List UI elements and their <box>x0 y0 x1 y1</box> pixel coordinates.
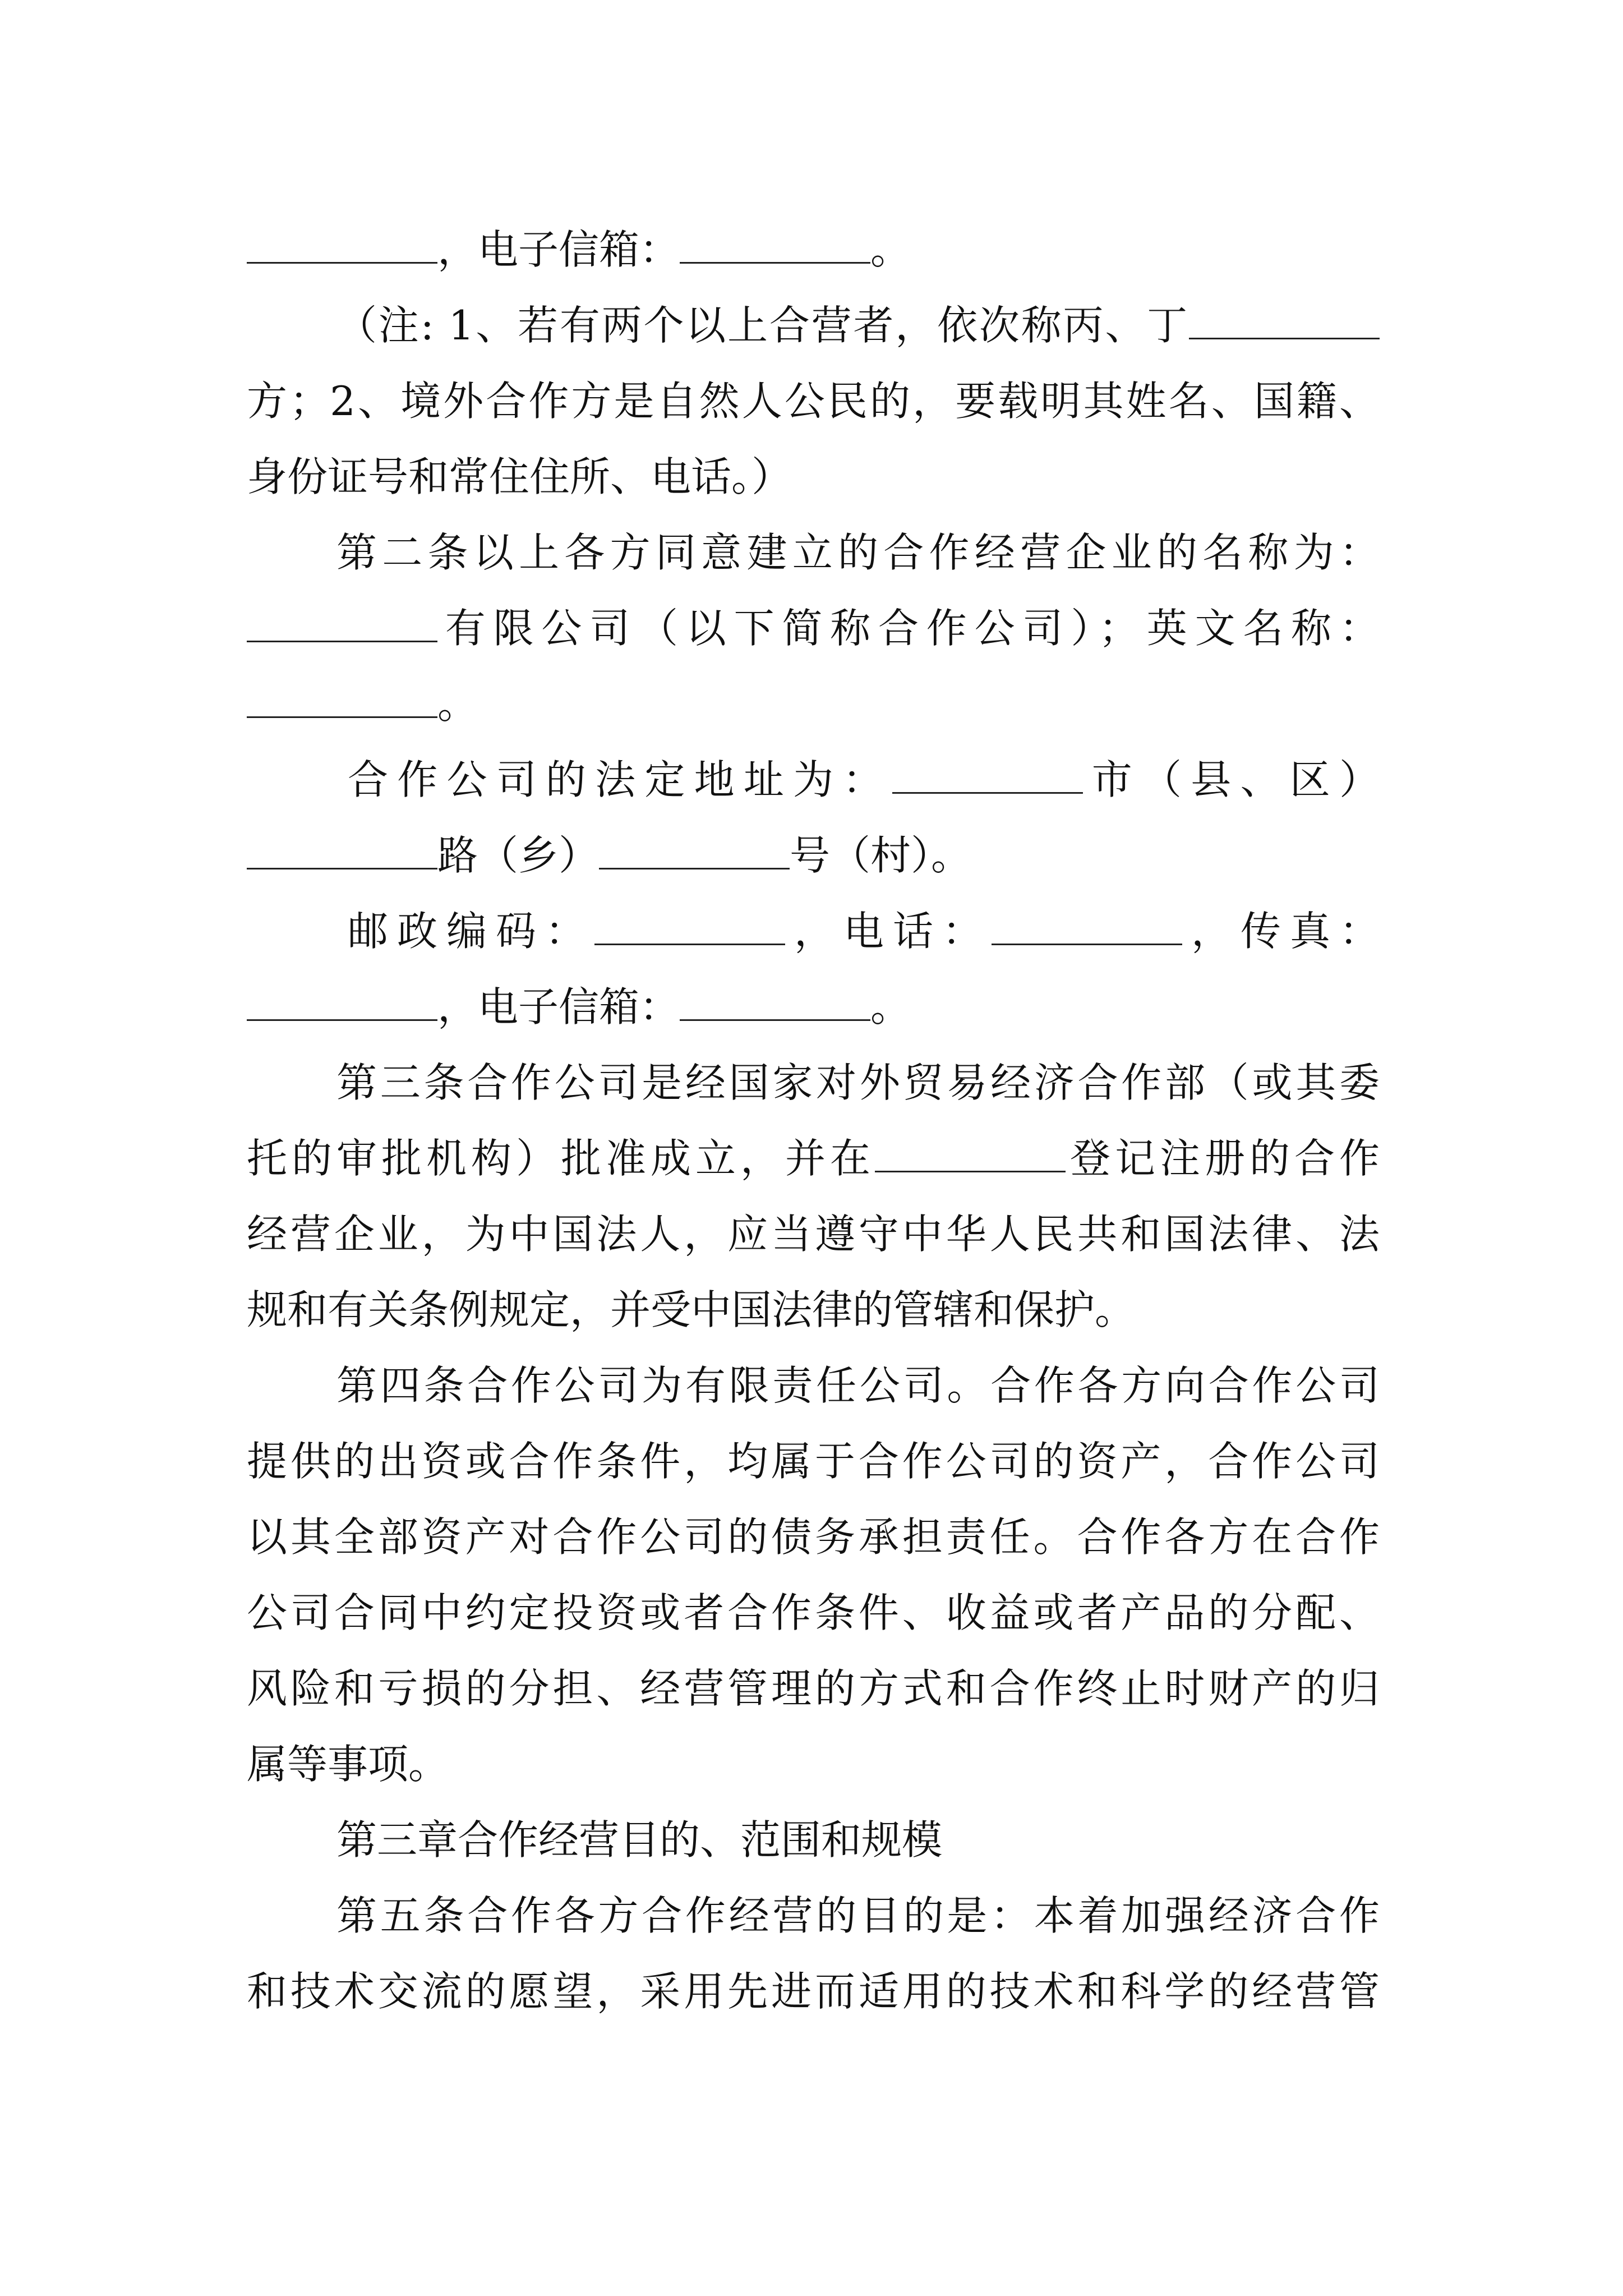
text-line-13: 托的审批机构）批准成立，并在 登记注册的合作 <box>247 1135 1380 1182</box>
fill-blank[interactable] <box>992 910 1182 945</box>
text-line-20: 风险和亏损的分担、经营管理的方式和合作终止时财产的归 <box>247 1665 1380 1712</box>
fill-blank[interactable] <box>1189 304 1380 339</box>
text-line-12: 第三条合作公司是经国家对外贸易经济合作部（或其委 <box>336 1059 1380 1106</box>
text-line-15: 规和有关条例规定，并受中国法律的管辖和保护。 <box>247 1286 1136 1333</box>
text-line-7: 。 <box>247 673 1380 735</box>
text-line-8: 合作公司的法定地址为： 市（县、区） <box>348 756 1380 803</box>
text-line-23: 第五条合作各方合作经营的目的是：本着加强经济合作 <box>336 1892 1380 1939</box>
text-line-2: （注: 1、若有两个以上合营者，依次称丙、丁 <box>336 295 1380 356</box>
fill-blank[interactable] <box>680 228 870 264</box>
fill-blank[interactable] <box>875 1137 1066 1172</box>
fill-blank[interactable] <box>247 834 437 869</box>
text-line-21: 属等事项。 <box>247 1741 449 1788</box>
text-line-24: 和技术交流的愿望，采用先进而适用的技术和科学的经营管 <box>247 1968 1380 2015</box>
text-line-1: ，电子信箱： 。 <box>247 219 1380 280</box>
text-line-14: 经营企业，为中国法人，应当遵守中华人民共和国法律、法 <box>247 1211 1380 1258</box>
text-line-16: 第四条合作公司为有限责任公司。合作各方向合作公司 <box>336 1362 1380 1409</box>
fill-blank[interactable] <box>599 834 790 869</box>
text-line-9: 路（乡） 号（村）。 <box>247 825 1380 886</box>
text-line-6: 有限公司（以下简称合作公司）；英文名称： <box>247 597 1380 659</box>
text-line-17: 提供的出资或合作条件，均属于合作公司的资产，合作公司 <box>247 1438 1380 1485</box>
text-line-18: 以其全部资产对合作公司的债务承担责任。合作各方在合作 <box>247 1513 1380 1561</box>
text-line-11: ，电子信箱： 。 <box>247 976 1380 1038</box>
fill-blank[interactable] <box>892 758 1083 794</box>
fill-blank[interactable] <box>247 683 437 718</box>
text-line-10: 邮政编码： ，电话： ，传真： <box>348 908 1380 955</box>
fill-blank[interactable] <box>247 228 437 264</box>
fill-blank[interactable] <box>680 986 870 1021</box>
fill-blank[interactable] <box>247 607 437 642</box>
text-line-19: 公司合同中约定投资或者合作条件、收益或者产品的分配、 <box>247 1589 1380 1636</box>
fill-blank[interactable] <box>594 910 785 945</box>
text-line-5: 第二条以上各方同意建立的合作经营企业的名称为： <box>336 529 1380 576</box>
text-line-3: 方；2、境外合作方是自然人公民的，要载明其姓名、国籍、 <box>247 378 1380 425</box>
text-line-4: 身份证号和常住住所、电话。） <box>247 453 792 500</box>
chapter-heading: 第三章合作经营目的、范围和规模 <box>336 1816 943 1864</box>
fill-blank[interactable] <box>247 986 437 1021</box>
